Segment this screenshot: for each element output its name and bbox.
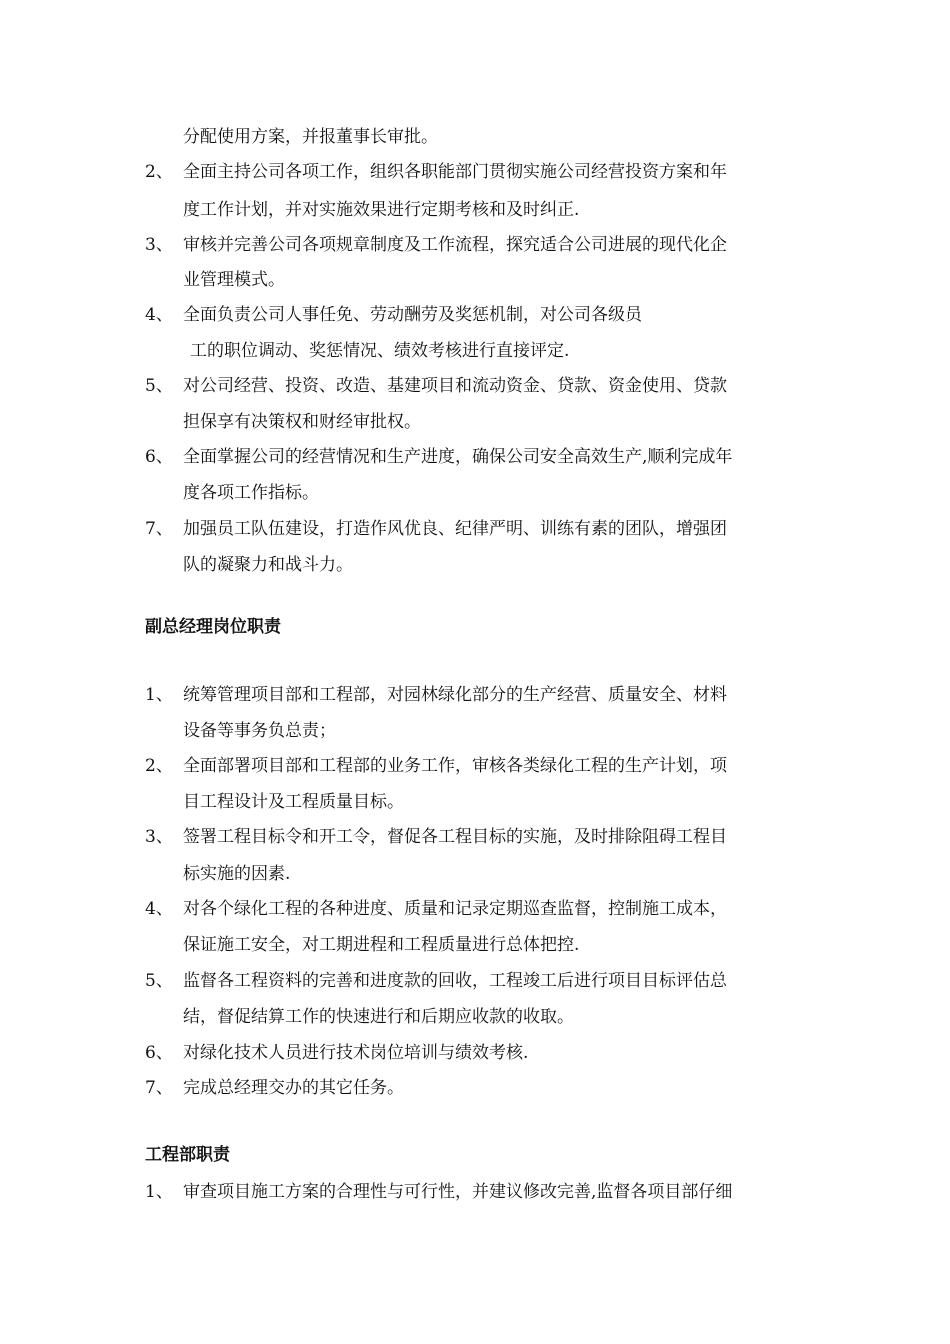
s1-item-7-line-1: 加强员工队伍建设，打造作风优良、纪律严明、训练有素的团队，增强团 [183, 519, 727, 539]
section-heading-engineering-dept: 工程部职责 [145, 1145, 230, 1165]
s2-item-7-number: 7、 [145, 1078, 173, 1098]
s1-item-3-line-2: 业管理模式。 [183, 270, 285, 290]
s2-item-2-number: 2、 [145, 756, 173, 776]
s2-item-3-number: 3、 [145, 827, 173, 847]
s2-item-1-number: 1、 [145, 685, 173, 705]
s1-item-7-number: 7、 [145, 519, 173, 539]
s1-item-4-line-1: 全面负责公司人事任免、劳动酬劳及奖惩机制，对公司各级员 [183, 305, 642, 325]
s1-item-7-line-2: 队的凝聚力和战斗力。 [183, 555, 353, 575]
s2-item-1-line-1: 统筹管理项目部和工程部，对园林绿化部分的生产经营、质量安全、材料 [183, 685, 727, 705]
s3-item-1-number: 1、 [145, 1182, 173, 1202]
s1-item-6-line-1: 全面掌握公司的经营情况和生产进度，确保公司安全高效生产,顺利完成年 [183, 447, 733, 467]
s2-item-4-line-2: 保证施工安全，对工期进程和工程质量进行总体把控. [183, 935, 580, 955]
s1-item-6-number: 6、 [145, 447, 173, 467]
s2-item-6-number: 6、 [145, 1043, 173, 1063]
s2-item-4-number: 4、 [145, 899, 173, 919]
s1-item-4-number: 4、 [145, 305, 173, 325]
s1-item-2-line-1: 全面主持公司各项工作，组织各职能部门贯彻实施公司经营投资方案和年 [183, 162, 727, 182]
s3-item-1-line-1: 审查项目施工方案的合理性与可行性，并建议修改完善,监督各项目部仔细 [183, 1182, 733, 1202]
s2-item-5-line-1: 监督各工程资料的完善和进度款的回收，工程竣工后进行项目目标评估总 [183, 971, 727, 991]
s1-item-5-line-2: 担保享有决策权和财经审批权。 [183, 412, 421, 432]
s2-item-2-line-1: 全面部署项目部和工程部的业务工作，审核各类绿化工程的生产计划，项 [183, 756, 727, 776]
continuation-line: 分配使用方案，并报董事长审批。 [183, 127, 438, 147]
s1-item-2-line-2: 度工作计划，并对实施效果进行定期考核和及时纠正. [183, 200, 580, 220]
s1-item-5-number: 5、 [145, 376, 173, 396]
s2-item-5-number: 5、 [145, 971, 173, 991]
section-heading-deputy-gm: 副总经理岗位职责 [145, 617, 281, 637]
s2-item-6-line-1: 对绿化技术人员进行技术岗位培训与绩效考核. [183, 1043, 529, 1063]
s1-item-2-number: 2、 [145, 162, 173, 182]
s1-item-3-line-1: 审核并完善公司各项规章制度及工作流程，探究适合公司进展的现代化企 [183, 235, 727, 255]
s1-item-5-line-1: 对公司经营、投资、改造、基建项目和流动资金、贷款、资金使用、贷款 [183, 376, 727, 396]
s2-item-3-line-1: 签署工程目标令和开工令，督促各工程目标的实施，及时排除阻碍工程目 [183, 827, 727, 847]
s2-item-3-line-2: 标实施的因素. [183, 864, 291, 884]
s2-item-7-line-1: 完成总经理交办的其它任务。 [183, 1078, 404, 1098]
s1-item-6-line-2: 度各项工作指标。 [183, 483, 319, 503]
s1-item-3-number: 3、 [145, 235, 173, 255]
s1-item-4-line-2: 工的职位调动、奖惩情况、绩效考核进行直接评定. [190, 341, 570, 361]
s2-item-2-line-2: 目工程设计及工程质量目标。 [183, 792, 404, 812]
s2-item-5-line-2: 结，督促结算工作的快速进行和后期应收款的收取。 [183, 1007, 574, 1027]
s2-item-4-line-1: 对各个绿化工程的各种进度、质量和记录定期巡查监督，控制施工成本， [183, 899, 727, 919]
s2-item-1-line-2: 设备等事务负总责； [183, 721, 336, 741]
